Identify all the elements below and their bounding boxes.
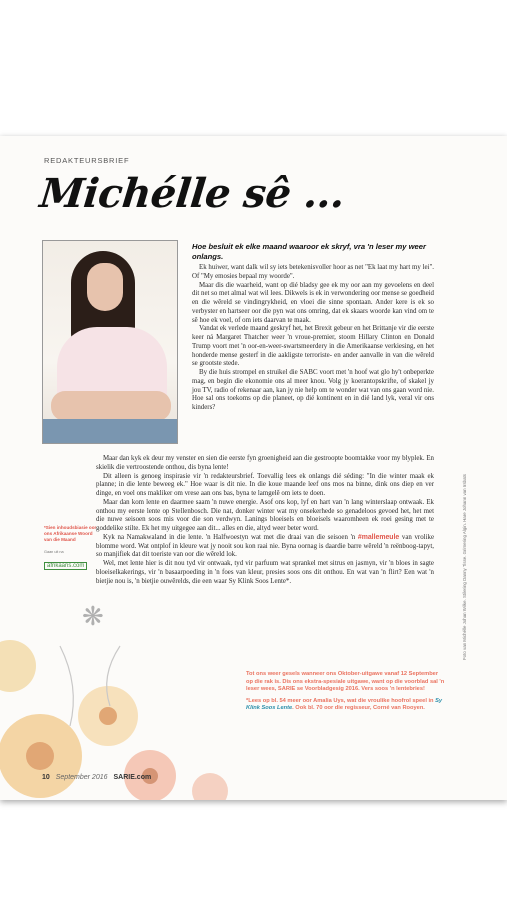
flower-illustration — [0, 606, 240, 800]
teaser-text: Tot ons weer gesels wanneer ons Oktober-uitgawe vanaf 12 September op die rak is. Dis ons ekstra-spesiale uitgawe, want op die voorblad sal 'n leser wees, SARIE se Voorbladgesig 2016. Vers soos 'n lentebries! — [246, 671, 445, 693]
paragraph: Maar dan kom lente en daarmee saam 'n nuwe energie. Asof ons kop, lyf en hart van 'n lang winterslaap ontwaak. Ek onthou my eerste lente op Stellenbosch. Die nat, donker winter wat my onsekerhede so genadeloos gevoed het, het met die nuwe seisoen soos mis voor die son verdwyn. Lanings bloeisels en bloeisels waaromheen ek roei gesing met te goddelike stilte. Ek het my uitgegee aan dit... alles en die, altyd weer beter word. — [96, 498, 434, 532]
page-number: 10 — [42, 774, 50, 781]
body-column-full — [96, 455, 434, 586]
paragraph: Wel, met lente hier is dit nou tyd vir ontwaak, tyd vir parfuum wat sprankel met sitrus en jasmyn, vir 'n bloes in sagte bloeiselkakerings, vir 'n basaarpoeding in 'n foes van kleur, presies soos ons dit onthou. En wat van 'n flirt? Een wat 'n bietjie nou is, 'n bietjie ouwêrelds, die een waar Sy Klink Soos Lente*. — [96, 560, 434, 585]
afrikaans-logo — [44, 550, 100, 572]
photo-credit: Foto van Michélle Johan Wilke. Stilering Danny Tisse. Grimering Algin. Hare Johann van Irsbats — [462, 474, 467, 660]
teaser-footnote: *Lees op bl. 54 meer oor Amalia Uys, wat die vroulike hoofrol speel in Sy Klink Soos Lente. Ook bl. 70 oor die regisseur, Corné van Rooyen. — [246, 697, 443, 712]
section-label: REDAKTEURSBRIEF — [44, 156, 130, 165]
side-note: *Sien inhoudsbiasie oor ons Afrikaanse Woord van die Maand — [44, 525, 97, 542]
folio — [42, 774, 151, 781]
body-column-right — [192, 264, 434, 413]
hashtag: #mallemeule — [357, 533, 400, 541]
paragraph: Maar dan kyk ek deur my venster en sien die eerste fyn groenigheid aan die gestroopte boomtakke voor my blyplek. En skielik die vertroostende onthou, dis byna lente! — [96, 455, 434, 471]
paragraph: By die huis strompel en struikel die SABC voort met 'n hoof wat glo hy't onbeperkte mag, en begin die ekonomie ons al meer knou. Volg jy koerantopskrifte, of skakel jy jou TV, radio of rekenaar aan, kan jy nie help om te wonder wat van ons gaan word nie. Hoe sal ons toekoms op die planeet, op dié kontinent en in dié land lyk, veral vir ons kinders? — [192, 369, 434, 411]
paragraph: Vandat ek verlede maand geskryf het, het Brexit gebeur en het Brittanje vir die eerste keer ná Margaret Thatcher weer 'n vroue-premier, stoom Hillary Clinton en Donald Trump voort met 'n oor-en-weer-swartsmeerdery in die Amerikaanse verkiesing, en het honderde mense gesterf in die aakligste terroriste- en ander aanvalle in van die wêreld se grootste stede. — [192, 325, 434, 368]
editor-photo — [42, 240, 178, 444]
brand-name: SARIE.com — [113, 774, 152, 781]
intro-text: Hoe besluit ek elke maand waaroor ek skryf, vra 'n leser my weer onlangs. — [192, 242, 426, 261]
teaser-box — [246, 671, 446, 717]
paragraph: Kyk na Namakwaland in die lente. 'n Halfwoestyn wat met die draai van die seisoen 'n #mallemeule van vrolike blomme word. Wat ontplof in kleure wat jy nooit sou kon raai nie. Byna oornag is daardie barre wêreld 'n reënboog-tapyt, so manjifiek dat dit toeriste van oor die wêreld lok. — [96, 533, 434, 559]
side-logo-caption: Gaan uit na — [44, 550, 64, 554]
paragraph: Dit alleen is genoeg inspirasie vir 'n redakteursbrief. Toevallig lees ek onlangs dié séding: "In die winter maak ek planne; in die lente beweeg ek." Hoe waar is dit nie. In die koue maande leef ons mos na binne, dink ons diep en ver dinge, en voel ons makliker om vrese aan ons bas, byna te lamgelê om iets te doen. — [96, 472, 434, 497]
magazine-page — [0, 136, 507, 800]
bee-icon: ❋ — [82, 602, 104, 631]
page-title: Michélle sê ... — [37, 170, 347, 217]
paragraph: Maar dis die waarheid, want op dié bladsy gee ek my oor aan my gevoelens en deel dit net so met almal wat wil lees. Dikwels is ek in verwondering oor mense se goedheid en die wêreld se vindingrykheid, en vloei die sinne spontaan. Ander kere is ek so verbyster en hartseer oor die pyn wat ons omring, dat ek skaars woorde kan vind om te sê hoe ek voel, of om iets daarvan te maak. — [192, 281, 434, 324]
paragraph: Ek huiwer, want dalk wil sy iets betekenisvoller hoor as net "Ek laat my hart my lei". Of "My emosies bepaal my woorde". — [192, 264, 434, 280]
issue-month: September 2016 — [55, 774, 108, 781]
side-logo-site: afrikaans.com — [44, 562, 87, 570]
film-title: Sy Klink Soos Lente — [246, 697, 443, 712]
